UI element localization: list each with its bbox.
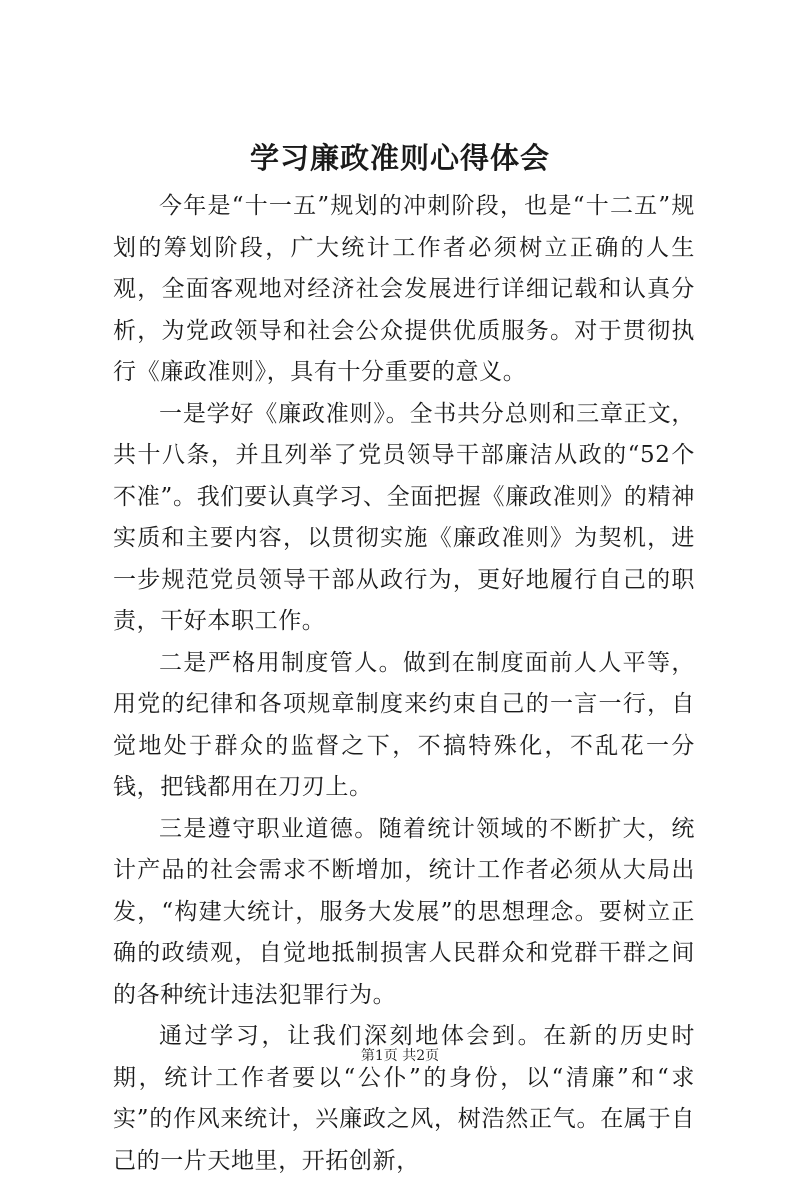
paragraph-point-two: 二是严格用制度管人。做到在制度面前人人平等，用党的纪律和各项规章制度来约束自己的一言一行，自觉地处于群众的监督之下，不搞特殊化，不乱花一分钱，把钱都用在刀刃上。 xyxy=(113,649,695,800)
paragraph-intro: 今年是“十一五”规划的冲刺阶段，也是“十二五”规划的筹划阶段，广大统计工作者必须树立正确的人生观，全面客观地对经济社会发展进行详细记载和认真分析，为党政领导和社会公众提供优质服务。对于贯彻执行《廉政准则》，具有十分重要的意义。 xyxy=(113,193,695,385)
paragraph-point-three: 三是遵守职业道德。随着统计领域的不断扩大，统计产品的社会需求不断增加，统计工作者必须从大局出发，“构建大统计，服务大发展”的思想理念。要树立正确的政绩观，自觉地抵制损害人民群众和党群干群之间的各种统计违法犯罪行为。 xyxy=(113,815,695,1008)
page-footer: 第1页 共2页 xyxy=(360,1048,440,1064)
paragraph-conclusion: 通过学习，让我们深刻地体会到。在新的历史时期，统计工作者要以“公仆”的身份，以“清廉”和“求实”的作风来统计，兴廉政之风，树浩然正气。在属于自己的一片天地里，开拓创新， xyxy=(113,1023,695,1174)
paragraph-point-one: 一是学好《廉政准则》。全书共分总则和三章正文，共十八条，并且列举了党员领导干部廉洁从政的“52个不准”。我们要认真学习、全面把握《廉政准则》的精神实质和主要内容，以贯彻实施《廉政准则》为契机，进一步规范党员领导干部从政行为，更好地履行自己的职责，干好本职工作。 xyxy=(113,400,695,634)
document-body xyxy=(113,186,695,1182)
document-title: 学习廉政准则心得体会 xyxy=(249,141,550,175)
